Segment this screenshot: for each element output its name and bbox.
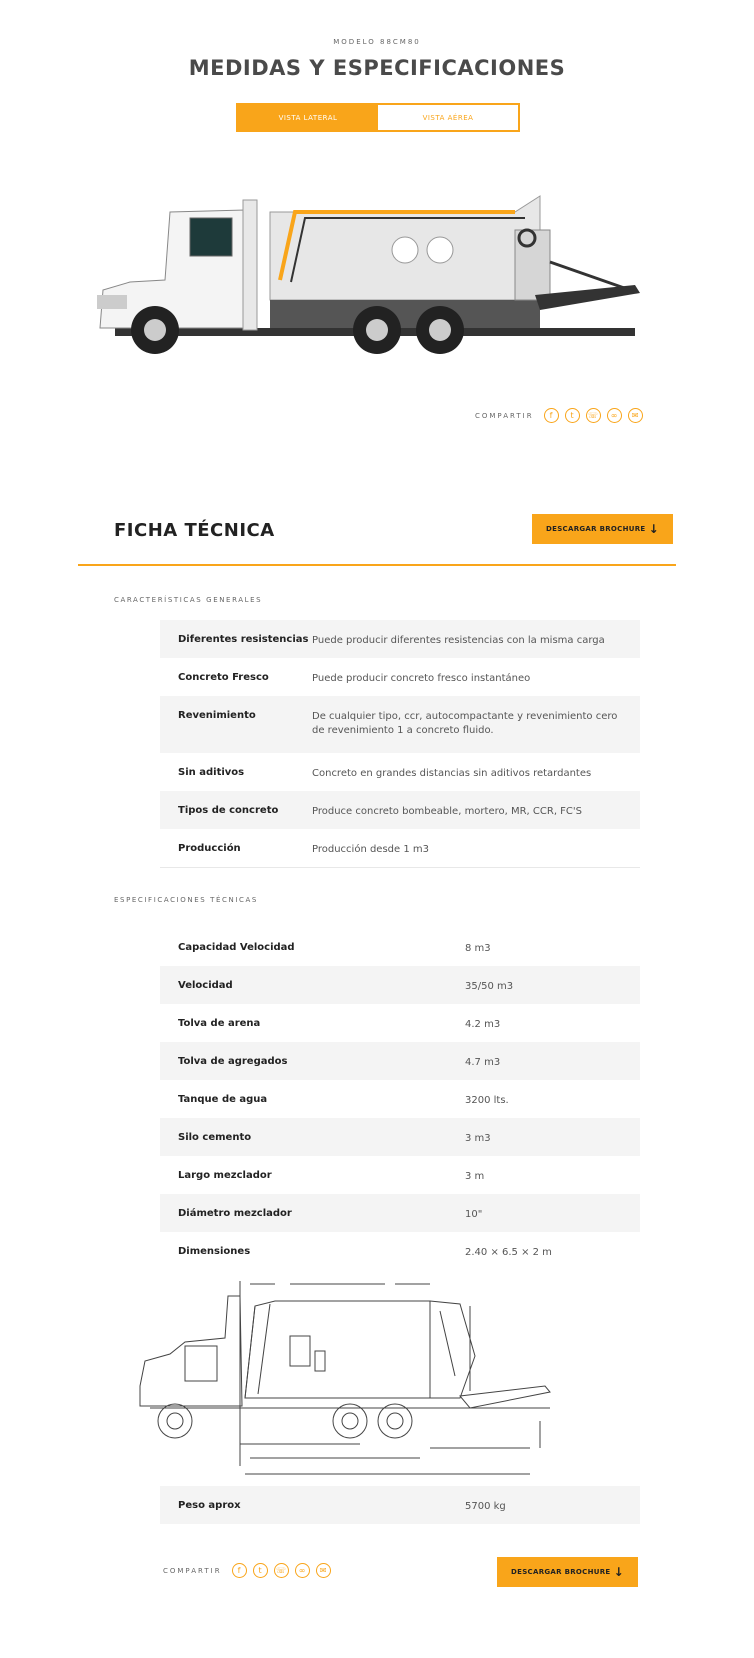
row-value: Produce concreto bombeable, mortero, MR, CCR, FC'S [312,806,583,817]
arrow-down-icon: ↓ [648,522,659,536]
table-row [160,1156,640,1194]
row-value: Producción desde 1 m3 [312,844,429,855]
row-value: 3 m [465,1171,485,1182]
table-row [160,696,640,753]
general-characteristics-heading: CARACTERÍSTICAS GENERALES [114,596,263,604]
row-value: 3200 lts. [465,1095,509,1106]
tab-vista-aerea[interactable]: VISTA AÉREA [422,113,474,122]
whatsapp-icon[interactable]: ☏ [586,408,601,423]
truck-dimensions-drawing [130,1276,580,1476]
row-key: Peso aprox [178,1500,241,1511]
row-key: Revenimiento [178,710,256,721]
facebook-icon[interactable]: f [544,408,559,423]
row-key: Capacidad Velocidad [178,942,295,953]
facebook-icon[interactable]: f [232,1563,247,1578]
twitter-icon[interactable]: t [253,1563,268,1578]
table-row [160,928,640,966]
row-key: Concreto Fresco [178,672,269,683]
view-tabs [236,103,520,132]
download-brochure-button-bottom[interactable] [497,1557,638,1587]
table-row [160,791,640,829]
email-icon[interactable]: ✉ [628,408,643,423]
download-brochure-label: DESCARGAR BROCHURE [546,525,646,533]
table-row [160,829,640,867]
table-row [160,1486,640,1524]
table-row [160,1004,640,1042]
row-value: Puede producir concreto fresco instantáneo [312,673,531,684]
page-title: MEDIDAS Y ESPECIFICACIONES [188,56,566,80]
email-icon[interactable]: ✉ [316,1563,331,1578]
whatsapp-icon[interactable]: ☏ [274,1563,289,1578]
table-row [160,1042,640,1080]
row-value: 4.2 m3 [465,1019,501,1030]
download-brochure-button[interactable] [532,514,673,544]
row-value: 10" [465,1209,483,1220]
row-key: Tolva de agregados [178,1056,288,1067]
truck-side-view-image [95,190,675,380]
row-key: Tolva de arena [178,1018,261,1029]
technical-specifications-heading: ESPECIFICACIONES TÉCNICAS [114,896,258,904]
arrow-down-icon: ↓ [613,1565,624,1579]
table-row [160,1118,640,1156]
row-key: Diámetro mezclador [178,1208,292,1219]
technical-specifications-table [160,928,640,1270]
table-row [160,620,640,658]
table-row [160,1194,640,1232]
row-value: 35/50 m3 [465,981,514,992]
share-label: COMPARTIR [163,1566,222,1575]
tab-vista-lateral[interactable]: VISTA LATERAL [238,105,378,130]
row-key: Dimensiones [178,1246,251,1257]
row-key: Largo mezclador [178,1170,272,1181]
row-value: Concreto en grandes distancias sin aditivos retardantes [312,768,592,779]
twitter-icon[interactable]: t [565,408,580,423]
share-bar-bottom [163,1563,331,1578]
row-value: 3 m3 [465,1133,491,1144]
row-value: 2.40 × 6.5 × 2 m [465,1247,552,1258]
row-value: Puede producir diferentes resistencias con la misma carga [312,635,605,646]
row-key: Tipos de concreto [178,805,279,816]
download-brochure-label: DESCARGAR BROCHURE [511,1568,611,1576]
row-key: Tanque de agua [178,1094,268,1105]
table-row [160,658,640,696]
row-key: Diferentes resistencias [178,634,309,645]
row-key: Velocidad [178,980,233,991]
share-bar-top [475,408,643,423]
table-row [160,1232,640,1270]
table-row [160,966,640,1004]
table-row [160,753,640,791]
row-value: 8 m3 [465,943,491,954]
weight-table [160,1486,640,1524]
divider [78,564,676,566]
table-row [160,1080,640,1118]
row-value: 4.7 m3 [465,1057,501,1068]
row-key: Sin aditivos [178,767,245,778]
row-key: Producción [178,843,241,854]
ficha-tecnica-title: FICHA TÉCNICA [114,520,275,541]
row-value: 5700 kg [465,1501,506,1512]
row-key: Silo cemento [178,1132,252,1143]
share-label: COMPARTIR [475,411,534,420]
row-value: De cualquier tipo, ccr, autocompactante y revenimiento cero de revenimiento 1 a concreto fluido. [312,711,618,736]
link-icon[interactable]: ∞ [607,408,622,423]
link-icon[interactable]: ∞ [295,1563,310,1578]
model-label: MODELO 88CM80 [333,38,421,46]
general-characteristics-table [160,620,640,868]
